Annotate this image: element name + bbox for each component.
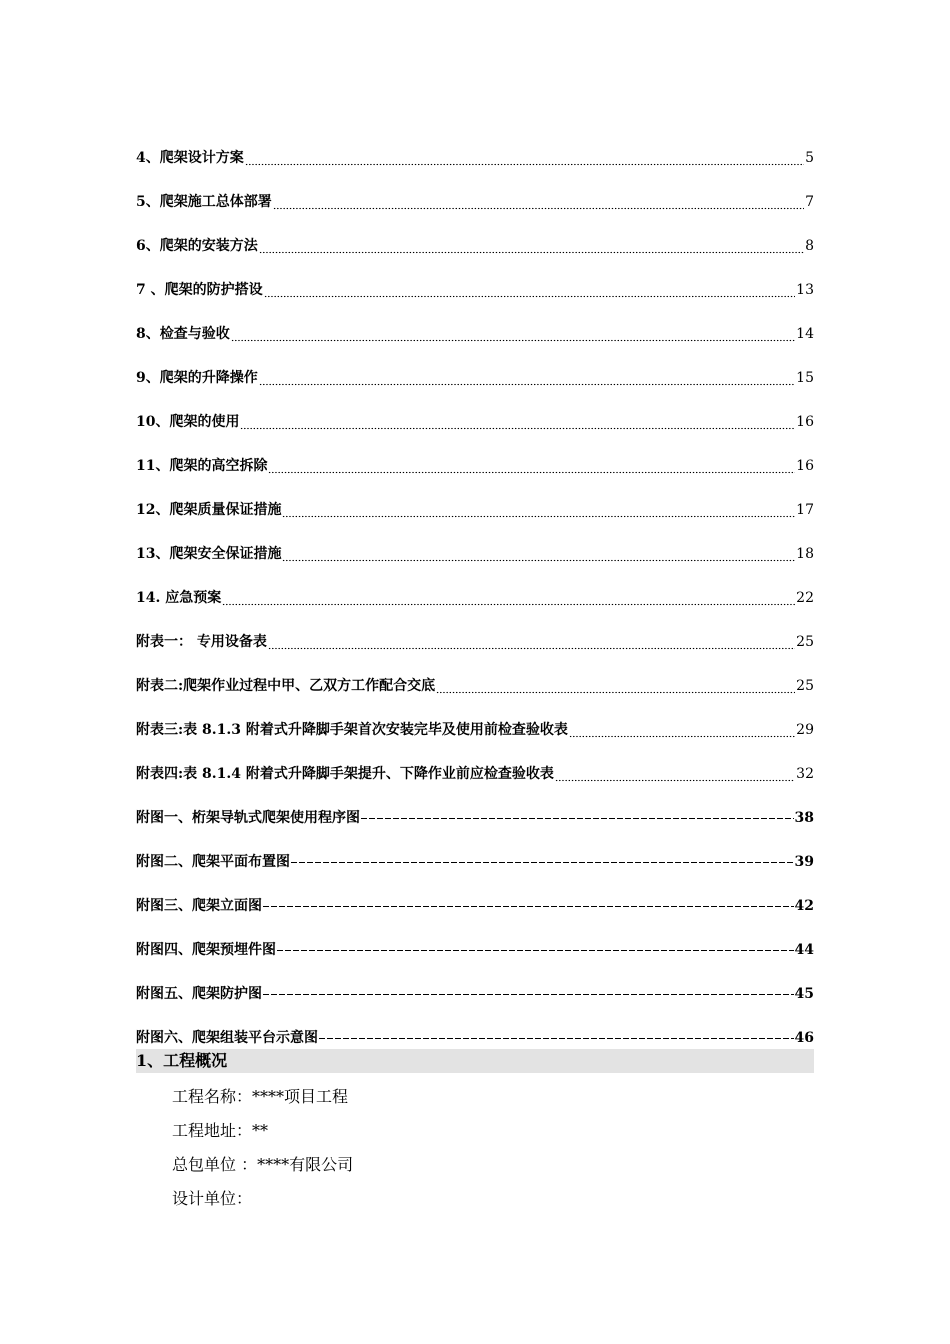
toc-entry-leader	[259, 236, 804, 256]
table-of-contents	[136, 124, 814, 1048]
toc-entry-leader	[277, 940, 794, 960]
toc-entry[interactable]	[136, 168, 814, 212]
toc-entry-page-number: 25	[796, 634, 814, 650]
toc-entry-page-number: 14	[796, 326, 814, 342]
toc-entry-leader	[263, 984, 794, 1004]
toc-entry-label: 9、爬架的升降操作	[136, 370, 258, 386]
general-contractor-line: 总包单位 ：****有限公司	[172, 1155, 354, 1174]
toc-entry-leader	[264, 280, 796, 300]
project-info	[172, 1083, 353, 1219]
design-unit-line: 设计单位：	[172, 1189, 253, 1208]
toc-entry-label: 附表二:爬架作业过程中甲、乙双方工作配合交底	[136, 678, 436, 694]
toc-entry-page-number: 38	[794, 810, 814, 826]
toc-entry-label: 附表三:表 8.1.3 附着式升降脚手架首次安装完毕及使用前检查验收表	[136, 722, 568, 738]
toc-entry-page-number: 39	[794, 854, 814, 870]
toc-entry-label: 7 、爬架的防护搭设	[136, 282, 263, 298]
toc-entry-label: 12、爬架质量保证措施	[136, 502, 282, 518]
toc-entry-page-number: 16	[796, 414, 814, 430]
toc-entry-leader	[268, 456, 795, 476]
toc-entry[interactable]	[136, 520, 814, 564]
toc-entry-label: 附图六、爬架组装平台示意图	[136, 1030, 318, 1046]
toc-entry-leader	[361, 808, 794, 828]
toc-entry-label: 附图五、爬架防护图	[136, 986, 262, 1002]
toc-entry-leader	[259, 368, 795, 388]
toc-entry-label: 附表一： 专用设备表	[136, 634, 267, 650]
toc-entry[interactable]	[136, 300, 814, 344]
toc-entry-label: 14. 应急预案	[136, 590, 222, 606]
toc-entry-page-number: 42	[794, 898, 814, 914]
toc-entry-page-number: 32	[796, 766, 814, 782]
toc-entry-page-number: 16	[796, 458, 814, 474]
toc-entry-page-number: 7	[805, 194, 814, 210]
toc-entry[interactable]	[136, 212, 814, 256]
toc-entry[interactable]	[136, 784, 814, 828]
toc-entry[interactable]	[136, 652, 814, 696]
toc-entry-leader	[282, 544, 795, 564]
toc-entry-page-number: 44	[794, 942, 814, 958]
toc-entry-leader	[222, 588, 795, 608]
toc-entry-leader	[282, 500, 795, 520]
toc-entry[interactable]	[136, 388, 814, 432]
toc-entry[interactable]	[136, 124, 814, 168]
toc-entry-page-number: 46	[794, 1030, 814, 1046]
toc-entry-label: 6、爬架的安装方法	[136, 238, 258, 254]
toc-entry-label: 附图一、桁架导轨式爬架使用程序图	[136, 810, 360, 826]
section-header: 1、工程概况	[136, 1049, 814, 1073]
toc-entry-page-number: 15	[796, 370, 814, 386]
toc-entry[interactable]	[136, 740, 814, 784]
toc-entry-leader	[569, 720, 795, 740]
toc-entry-leader	[268, 632, 795, 652]
toc-entry-label: 附图三、爬架立面图	[136, 898, 262, 914]
toc-entry-label: 13、爬架安全保证措施	[136, 546, 282, 562]
toc-entry-label: 附表四:表 8.1.4 附着式升降脚手架提升、下降作业前应检查验收表	[136, 766, 554, 782]
toc-entry-label: 8、检查与验收	[136, 326, 230, 342]
toc-entry-leader	[273, 192, 804, 212]
toc-entry-page-number: 13	[796, 282, 814, 298]
toc-entry-leader	[291, 852, 794, 872]
toc-entry-leader	[436, 676, 795, 696]
toc-entry[interactable]	[136, 960, 814, 1004]
toc-entry-page-number: 29	[796, 722, 814, 738]
toc-entry-leader	[319, 1028, 794, 1048]
toc-entry-page-number: 22	[796, 590, 814, 606]
toc-entry[interactable]	[136, 828, 814, 872]
toc-entry-leader	[555, 764, 795, 784]
toc-entry[interactable]	[136, 344, 814, 388]
toc-entry-label: 附图二、爬架平面布置图	[136, 854, 290, 870]
toc-entry[interactable]	[136, 1004, 814, 1048]
toc-entry-page-number: 8	[805, 238, 814, 254]
toc-entry[interactable]	[136, 476, 814, 520]
toc-entry-leader	[240, 412, 795, 432]
toc-entry-leader	[263, 896, 794, 916]
toc-entry-page-number: 25	[796, 678, 814, 694]
toc-entry[interactable]	[136, 432, 814, 476]
toc-entry[interactable]	[136, 916, 814, 960]
toc-entry[interactable]	[136, 696, 814, 740]
toc-entry[interactable]	[136, 564, 814, 608]
toc-entry-label: 10、爬架的使用	[136, 414, 240, 430]
toc-entry-label: 5、爬架施工总体部署	[136, 194, 272, 210]
toc-entry-page-number: 18	[796, 546, 814, 562]
toc-entry-label: 11、爬架的高空拆除	[136, 458, 268, 474]
toc-entry-label: 4、爬架设计方案	[136, 150, 244, 166]
toc-entry-page-number: 45	[794, 986, 814, 1002]
toc-entry[interactable]	[136, 608, 814, 652]
toc-entry-leader	[231, 324, 795, 344]
toc-entry[interactable]	[136, 256, 814, 300]
toc-entry-page-number: 17	[796, 502, 814, 518]
toc-entry[interactable]	[136, 872, 814, 916]
toc-entry-leader	[245, 148, 804, 168]
toc-entry-page-number: 5	[805, 150, 814, 166]
toc-entry-label: 附图四、爬架预埋件图	[136, 942, 276, 958]
project-name-line: 工程名称：****项目工程	[172, 1087, 349, 1106]
project-address-line: 工程地址：**	[172, 1121, 269, 1140]
